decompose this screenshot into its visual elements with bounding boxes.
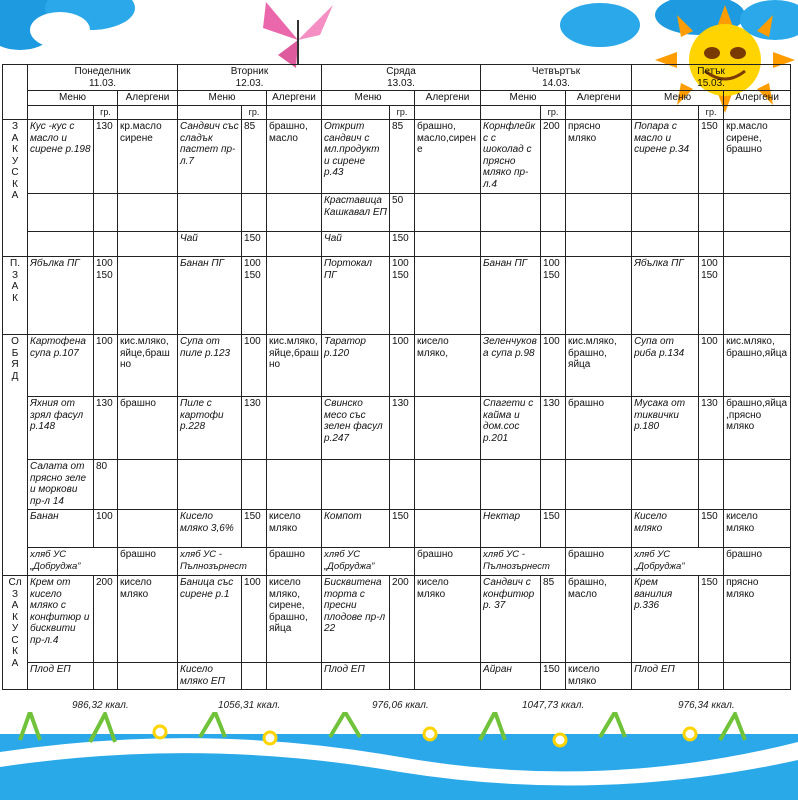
allergen-cell bbox=[566, 510, 632, 548]
allergen-cell bbox=[415, 663, 481, 690]
grams-cell: 100 bbox=[94, 335, 118, 397]
section-letter: С bbox=[11, 167, 19, 178]
grams-cell: 50 bbox=[390, 194, 415, 232]
allergen-cell bbox=[267, 460, 322, 510]
allergen-cell bbox=[267, 194, 322, 232]
allergen-cell bbox=[415, 460, 481, 510]
grams-cell: 150 bbox=[699, 120, 724, 194]
grams-cell bbox=[541, 460, 566, 510]
allergen-cell: кис.мляко, брашно,яйца bbox=[724, 335, 791, 397]
grams-cell: 200 bbox=[390, 576, 415, 663]
allergen-cell bbox=[566, 460, 632, 510]
allergen-cell bbox=[724, 460, 791, 510]
dish-cell: Ябълка ПГ bbox=[632, 257, 699, 335]
allergen-cell: кис.мляко, брашно, яйца bbox=[566, 335, 632, 397]
menu-column-header: Меню bbox=[481, 91, 566, 106]
grams-cell: 100 150 bbox=[541, 257, 566, 335]
allergen-cell: кисело мляко bbox=[415, 576, 481, 663]
dish-cell bbox=[632, 194, 699, 232]
allergen-cell bbox=[118, 663, 178, 690]
dish-cell: Нектар bbox=[481, 510, 541, 548]
allergen-cell: кисело мляко bbox=[724, 510, 791, 548]
day-kcal-total: 986,32 ккал. bbox=[72, 700, 129, 711]
dish-cell: Краставица Кашкавал ЕП bbox=[322, 194, 390, 232]
dish-cell: Плод ЕП bbox=[322, 663, 390, 690]
section-letter: З bbox=[11, 588, 19, 600]
bread-allergen-cell: брашно bbox=[566, 548, 632, 576]
dish-cell: Плод ЕП bbox=[28, 663, 94, 690]
section-letter: У bbox=[11, 623, 19, 634]
grams-cell: 130 bbox=[242, 397, 267, 460]
allergen-cell: кисело мляко bbox=[566, 663, 632, 690]
section-letter: А bbox=[11, 657, 19, 669]
column-header-row bbox=[3, 91, 791, 106]
grams-cell: 150 bbox=[699, 510, 724, 548]
bread-allergen-cell: брашно bbox=[118, 548, 178, 576]
section-letter: З bbox=[11, 121, 19, 132]
grams-cell: 150 bbox=[390, 510, 415, 548]
dish-cell bbox=[322, 460, 390, 510]
grams-cell: 150 bbox=[242, 232, 267, 257]
grams-cell bbox=[699, 194, 724, 232]
day-name: Четвъртък bbox=[531, 66, 581, 77]
day-date: 12.03. bbox=[235, 77, 264, 89]
allergen-cell bbox=[118, 510, 178, 548]
meadow-decoration bbox=[0, 712, 798, 800]
menu-column-header: Меню bbox=[632, 91, 724, 106]
allergen-cell bbox=[415, 397, 481, 460]
day-date: 15.03. bbox=[697, 77, 725, 89]
day-header bbox=[178, 65, 322, 91]
grams-cell bbox=[242, 460, 267, 510]
allergen-cell bbox=[415, 257, 481, 335]
grams-cell bbox=[94, 232, 118, 257]
day-kcal-total: 976,34 ккал. bbox=[678, 700, 735, 711]
dish-cell: Открит сандвич с мл.продукт и сирене р.43 bbox=[322, 120, 390, 194]
allergen-cell bbox=[415, 510, 481, 548]
dish-cell bbox=[481, 460, 541, 510]
bread-allergen-cell: брашно bbox=[267, 548, 322, 576]
allergen-cell bbox=[267, 663, 322, 690]
allergen-cell: брашно,яйца,прясно мляко bbox=[724, 397, 791, 460]
grams-cell: 130 bbox=[390, 397, 415, 460]
dish-cell: Портокал ПГ bbox=[322, 257, 390, 335]
allergens-column-header: Алергени bbox=[415, 91, 481, 106]
menu-row-l1 bbox=[3, 335, 791, 397]
grams-cell: 150 bbox=[390, 232, 415, 257]
grams-cell: 150 bbox=[699, 576, 724, 663]
dish-cell: Бисквитена торта с пресни плодове пр-л 22 bbox=[322, 576, 390, 663]
menu-spacer bbox=[322, 105, 390, 120]
day-kcal-total: 1047,73 ккал. bbox=[522, 700, 585, 711]
section-letter: К bbox=[12, 144, 18, 155]
menu-spacer bbox=[481, 105, 541, 120]
dish-cell: Кисело мляко bbox=[632, 510, 699, 548]
dish-cell: Банан ПГ bbox=[481, 257, 541, 335]
allergen-cell bbox=[415, 194, 481, 232]
dish-cell: Корнфлейкс с шоколад с прясно мляко пр-л.4 bbox=[481, 120, 541, 194]
dish-cell: Чай bbox=[322, 232, 390, 257]
menu-row-a1 bbox=[3, 576, 791, 663]
allergen-cell: кис.мляко, яйце,брашно bbox=[118, 335, 178, 397]
allergens-column-header: Алергени bbox=[118, 91, 178, 106]
dish-cell: Салата от прясно зеле и моркови пр-л 14 bbox=[28, 460, 94, 510]
day-name: Петък bbox=[697, 66, 725, 77]
dish-cell: Картофена супа р.107 bbox=[28, 335, 94, 397]
dish-cell: Кисело мляко 3,6% bbox=[178, 510, 242, 548]
day-kcal-total: 976,06 ккал. bbox=[372, 700, 429, 711]
dish-cell: Баница със сирене р.1 bbox=[178, 576, 242, 663]
dish-cell: Супа от пиле р.123 bbox=[178, 335, 242, 397]
grams-cell: 100 bbox=[94, 510, 118, 548]
grams-cell bbox=[242, 194, 267, 232]
grams-cell: 85 bbox=[390, 120, 415, 194]
dish-cell: Крем ванилия р.336 bbox=[632, 576, 699, 663]
grams-cell bbox=[94, 663, 118, 690]
gram-column-header: гр. bbox=[390, 105, 415, 120]
dish-cell: Банан bbox=[28, 510, 94, 548]
allergen-cell bbox=[267, 257, 322, 335]
menu-row-b3 bbox=[3, 232, 791, 257]
day-header bbox=[481, 65, 632, 91]
menu-column-header: Меню bbox=[28, 91, 118, 106]
dish-cell: Таратор р.120 bbox=[322, 335, 390, 397]
clouds-left-decoration bbox=[0, 0, 170, 70]
dish-cell: Плод ЕП bbox=[632, 663, 699, 690]
weekly-menu-table bbox=[2, 64, 791, 690]
grams-cell: 200 bbox=[94, 576, 118, 663]
dish-cell bbox=[481, 194, 541, 232]
day-name: Вторник bbox=[230, 66, 269, 77]
gram-column-header: гр. bbox=[242, 105, 267, 120]
dish-cell: Мусака от тиквички р.180 bbox=[632, 397, 699, 460]
menu-row-b2 bbox=[3, 194, 791, 232]
bread-cell: хляб УС „Добруджа” bbox=[28, 548, 118, 576]
allergens-column-header: Алергени bbox=[267, 91, 322, 106]
allergen-cell: кр.масло сирене, брашно bbox=[724, 120, 791, 194]
section-label-afternoon bbox=[3, 576, 28, 690]
dish-cell: Пиле с картофи р.228 bbox=[178, 397, 242, 460]
menu-row-a2 bbox=[3, 663, 791, 690]
gram-column-header: гр. bbox=[541, 105, 566, 120]
grams-cell: 85 bbox=[541, 576, 566, 663]
allergen-cell bbox=[566, 232, 632, 257]
grams-cell bbox=[541, 232, 566, 257]
dish-cell: Зеленчукова супа р.98 bbox=[481, 335, 541, 397]
section-letter: Д bbox=[11, 370, 19, 382]
allergen-cell: кисело мляко bbox=[118, 576, 178, 663]
section-letter: Я bbox=[11, 359, 19, 370]
day-date: 11.03. bbox=[88, 77, 117, 89]
dish-cell bbox=[481, 232, 541, 257]
dish-cell: Ябълка ПГ bbox=[28, 257, 94, 335]
allergen-spacer bbox=[415, 105, 481, 120]
section-label-lunch bbox=[3, 335, 28, 576]
dish-cell: Банан ПГ bbox=[178, 257, 242, 335]
grams-cell bbox=[94, 194, 118, 232]
allergen-cell: кр.масло сирене bbox=[118, 120, 178, 194]
section-letter: К bbox=[12, 611, 18, 623]
grams-cell: 150 bbox=[242, 510, 267, 548]
dish-cell: Супа от риба р.134 bbox=[632, 335, 699, 397]
allergen-cell bbox=[415, 232, 481, 257]
section-letter: У bbox=[11, 155, 19, 167]
allergen-cell bbox=[267, 232, 322, 257]
grams-cell bbox=[699, 460, 724, 510]
allergen-cell bbox=[724, 663, 791, 690]
allergen-spacer bbox=[724, 105, 791, 120]
grams-cell: 130 bbox=[541, 397, 566, 460]
menu-row-l2 bbox=[3, 397, 791, 460]
section-label-snack bbox=[3, 257, 28, 335]
allergen-spacer bbox=[566, 105, 632, 120]
menu-row-b1 bbox=[3, 120, 791, 194]
grams-cell: 80 bbox=[94, 460, 118, 510]
allergen-cell bbox=[724, 232, 791, 257]
bread-cell: хляб УС „Добруджа” bbox=[322, 548, 415, 576]
section-letter: З bbox=[11, 269, 19, 281]
grams-cell: 100 bbox=[390, 335, 415, 397]
section-letter: А bbox=[11, 600, 19, 611]
allergen-cell: кисело мляко, сирене, брашно, яйца bbox=[267, 576, 322, 663]
section-letter: Сл bbox=[8, 577, 22, 588]
section-letter: К bbox=[12, 646, 18, 657]
grams-cell: 200 bbox=[541, 120, 566, 194]
menu-column-header: Меню bbox=[178, 91, 267, 106]
menu-row-l3 bbox=[3, 460, 791, 510]
bread-cell: хляб УС - Пълнозърнест bbox=[481, 548, 566, 576]
menu-spacer bbox=[28, 105, 94, 120]
day-header bbox=[322, 65, 481, 91]
day-date: 14.03. bbox=[542, 77, 570, 89]
grams-cell: 100 bbox=[541, 335, 566, 397]
corner-cell bbox=[3, 65, 28, 120]
bread-allergen-cell: брашно bbox=[415, 548, 481, 576]
dish-cell bbox=[178, 194, 242, 232]
grams-cell: 100 150 bbox=[390, 257, 415, 335]
dish-cell: Сандвич с конфитюр р. 37 bbox=[481, 576, 541, 663]
allergen-cell bbox=[118, 257, 178, 335]
dish-cell: Спагети с кайма и дом.сос р.201 bbox=[481, 397, 541, 460]
allergen-cell bbox=[118, 460, 178, 510]
section-letter: К bbox=[12, 292, 18, 304]
dish-cell: Свинско месо със зелен фасул р.247 bbox=[322, 397, 390, 460]
grams-cell bbox=[699, 232, 724, 257]
day-header bbox=[632, 65, 791, 91]
grams-cell: 130 bbox=[94, 397, 118, 460]
gram-column-header: гр. bbox=[699, 105, 724, 120]
grams-cell: 100 150 bbox=[699, 257, 724, 335]
section-letter: А bbox=[11, 281, 19, 292]
dish-cell: Крем от кисело мляко с конфитюр и бисквити пр-л.4 bbox=[28, 576, 94, 663]
menu-row-l4 bbox=[3, 510, 791, 548]
allergen-cell: брашно, масло bbox=[267, 120, 322, 194]
bread-cell: хляб УС - Пълнозърнест bbox=[178, 548, 267, 576]
section-letter: А bbox=[11, 132, 19, 144]
grams-cell: 100 bbox=[242, 335, 267, 397]
dish-cell: Кус -кус с масло и сирене р.198 bbox=[28, 120, 94, 194]
grams-cell: 100 bbox=[242, 576, 267, 663]
section-label-breakfast bbox=[3, 120, 28, 257]
grams-cell: 130 bbox=[94, 120, 118, 194]
day-name: Сряда bbox=[386, 66, 416, 77]
section-letter: О bbox=[11, 336, 19, 347]
allergen-cell: прясно мляко bbox=[724, 576, 791, 663]
bread-allergen-cell: брашно bbox=[724, 548, 791, 576]
dish-cell bbox=[632, 232, 699, 257]
allergen-cell: кисело мляко, bbox=[415, 335, 481, 397]
allergens-column-header: Алергени bbox=[566, 91, 632, 106]
grams-cell bbox=[541, 194, 566, 232]
grams-cell: 130 bbox=[699, 397, 724, 460]
grams-cell: 150 bbox=[541, 510, 566, 548]
grams-cell bbox=[390, 460, 415, 510]
grams-cell: 85 bbox=[242, 120, 267, 194]
bread-cell: хляб УС „Добруджа” bbox=[632, 548, 724, 576]
gram-column-header: гр. bbox=[94, 105, 118, 120]
section-letter: К bbox=[12, 178, 18, 190]
dish-cell: Яхния от зрял фасул р.148 bbox=[28, 397, 94, 460]
menu-spacer bbox=[178, 105, 242, 120]
section-letter: С bbox=[11, 634, 19, 646]
allergen-cell: кисело мляко bbox=[267, 510, 322, 548]
day-header-row bbox=[3, 65, 791, 91]
menu-spacer bbox=[632, 105, 699, 120]
allergen-cell bbox=[118, 194, 178, 232]
grams-cell bbox=[699, 663, 724, 690]
dish-cell bbox=[632, 460, 699, 510]
allergen-cell: прясно мляко bbox=[566, 120, 632, 194]
grams-cell: 100 bbox=[699, 335, 724, 397]
menu-column-header: Меню bbox=[322, 91, 415, 106]
allergen-cell: кис.мляко, яйце,брашно bbox=[267, 335, 322, 397]
grams-cell bbox=[242, 663, 267, 690]
allergen-cell bbox=[724, 194, 791, 232]
day-date: 13.03. bbox=[387, 77, 415, 89]
allergen-spacer bbox=[118, 105, 178, 120]
allergen-cell: брашно, масло bbox=[566, 576, 632, 663]
day-header bbox=[28, 65, 178, 91]
dish-cell bbox=[178, 460, 242, 510]
section-letter: П. bbox=[10, 258, 20, 269]
allergen-cell: брашно bbox=[118, 397, 178, 460]
dish-cell: Сандвич със сладък пастет пр-л.7 bbox=[178, 120, 242, 194]
allergen-cell bbox=[724, 257, 791, 335]
section-letter: А bbox=[11, 190, 19, 201]
allergen-cell bbox=[566, 194, 632, 232]
day-name: Понеделник bbox=[74, 66, 131, 77]
menu-row-l5 bbox=[3, 548, 791, 576]
dish-cell: Кисело мляко ЕП bbox=[178, 663, 242, 690]
grams-cell bbox=[390, 663, 415, 690]
allergens-column-header: Алергени bbox=[724, 91, 791, 106]
dish-cell bbox=[28, 232, 94, 257]
allergen-cell bbox=[118, 232, 178, 257]
dish-cell bbox=[28, 194, 94, 232]
section-letter: Б bbox=[11, 347, 19, 359]
allergen-cell bbox=[566, 257, 632, 335]
dish-cell: Компот bbox=[322, 510, 390, 548]
allergen-cell bbox=[267, 397, 322, 460]
grams-cell: 100 150 bbox=[94, 257, 118, 335]
allergen-cell: брашно bbox=[566, 397, 632, 460]
dish-cell: Чай bbox=[178, 232, 242, 257]
menu-row-s1 bbox=[3, 257, 791, 335]
dish-cell: Айран bbox=[481, 663, 541, 690]
dish-cell: Попара с масло и сирене р.34 bbox=[632, 120, 699, 194]
allergen-cell: брашно, масло,сирене bbox=[415, 120, 481, 194]
grams-cell: 150 bbox=[541, 663, 566, 690]
grams-cell: 100 150 bbox=[242, 257, 267, 335]
gram-header-row bbox=[3, 105, 791, 120]
day-kcal-total: 1056,31 ккал. bbox=[218, 700, 281, 711]
allergen-spacer bbox=[267, 105, 322, 120]
